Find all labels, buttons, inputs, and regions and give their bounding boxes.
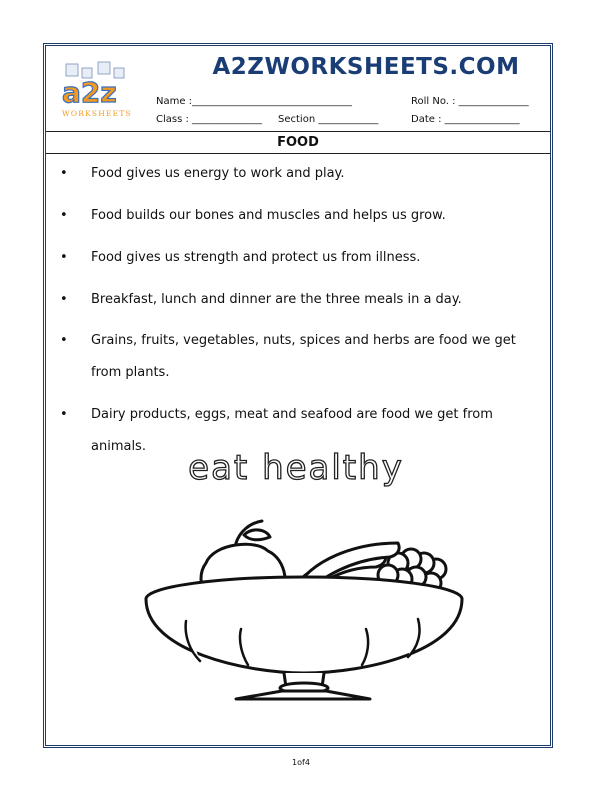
- bullet-icon: •: [60, 333, 68, 348]
- list-item-text: Food gives us strength and protect us from illness.: [91, 250, 421, 265]
- worksheet-title: FOOD: [277, 135, 319, 150]
- list-item-text: Grains, fruits, vegetables, nuts, spices and herbs are food we get from plants.: [91, 333, 516, 380]
- site-title: A2ZWORKSHEETS.COM: [212, 54, 520, 80]
- fruit-bowl-illustration: [126, 451, 466, 706]
- name-field[interactable]: Name :________________________________: [156, 96, 353, 107]
- roll-number-field[interactable]: Roll No. : ______________: [411, 96, 529, 107]
- list-item-text: Breakfast, lunch and dinner are the three meals in a day.: [91, 292, 462, 307]
- list-item-text: Dairy products, eggs, meat and seafood are food we get from animals.: [91, 407, 493, 454]
- illustration-caption: eat healthy: [188, 451, 404, 488]
- logo-letters: a2z: [62, 76, 117, 109]
- worksheet-header: [46, 46, 550, 132]
- fruit-bowl-icon: [146, 521, 462, 699]
- bullet-icon: •: [60, 250, 68, 265]
- bullet-icon: •: [60, 208, 68, 223]
- page-number: 1of4: [292, 758, 310, 767]
- bullet-icon: •: [60, 292, 68, 307]
- class-field[interactable]: Class : ______________: [156, 114, 263, 125]
- a2z-logo: [58, 60, 136, 122]
- date-field[interactable]: Date : _______________: [411, 114, 520, 125]
- list-item-text: Food gives us energy to work and play.: [91, 166, 345, 181]
- bullet-icon: •: [60, 166, 68, 181]
- worksheet-page: [43, 43, 553, 767]
- section-field[interactable]: Section ____________: [278, 114, 379, 125]
- bullet-icon: •: [60, 407, 68, 422]
- list-item-text: Food builds our bones and muscles and helps us grow.: [91, 208, 446, 223]
- title-divider: [46, 153, 550, 154]
- logo-subtext: WORKSHEETS: [62, 109, 132, 118]
